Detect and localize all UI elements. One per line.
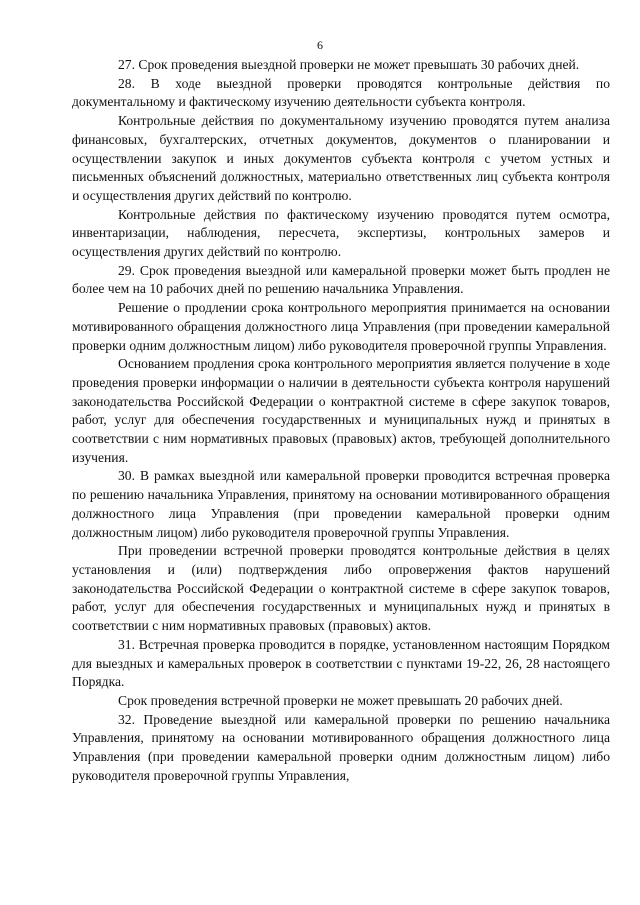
paragraph: 30. В рамках выездной или камеральной проверки проводится встречная проверка по решению начальника Управления, принятому на основании мотивированного обращения должностного лица Управления (при проведении камеральной проверки одним должностным лицом) либо руководителя проверочной группы Управления. — [72, 468, 610, 540]
paragraph: Решение о продлении срока контрольного мероприятия принимается на основании мотивированного обращения должностного лица Управления (при проведении камеральной проверки одним должностным лицом) либо руководителя проверочной группы Управления. — [72, 300, 610, 353]
paragraph: 28. В ходе выездной проверки проводятся контрольные действия по документальному и фактическому изучению деятельности субъекта контроля. — [72, 75, 610, 110]
document-body — [72, 56, 610, 785]
page-number: 6 — [317, 38, 323, 52]
paragraph: 27. Срок проведения выездной проверки не может превышать 30 рабочих дней. — [118, 57, 580, 72]
paragraph: Контрольные действия по фактическому изучению проводятся путем осмотра, инвентаризации, наблюдения, пересчета, экспертизы, контрольных замеров и осуществления других действий по контролю. — [72, 206, 610, 260]
paragraph: Контрольные действия по документальному изучению проводятся путем анализа финансовых, бухгалтерских, отчетных документов, документов о планировании и осуществлении закупок и иных документов субъекта контроля с учетом устных и письменных объяснений должностных, материально ответственных лиц субъекта контроля и осуществления других действий по контролю. — [72, 113, 610, 203]
paragraph: Основанием продления срока контрольного мероприятия является получение в ходе проведения проверки информации о наличии в деятельности субъекта контроля нарушений законодательства Российской Федерации о контрактной системе в сфере закупок товаров, работ, услуг для обеспечения государственных и муниципальных нужд и принятых в соответствии с ним нормативных правовых (правовых) актов, требующей дополнительного изучения. — [72, 356, 610, 465]
paragraph: При проведении встречной проверки проводятся контрольные действия в целях установления и (или) подтверждения либо опровержения фактов нарушений законодательства Российской Федерации о контрактной системе в сфере закупок товаров, работ, услуг для обеспечения государственных и муниципальных нужд и принятых в соответствии с ним нормативных правовых (правовых) актов. — [72, 543, 610, 634]
paragraph: 31. Встречная проверка проводится в порядке, установленном настоящим Порядком для выездных и камеральных проверок в соответствии с пунктами 19-22, 26, 28 настоящего Порядка. — [72, 636, 610, 690]
paragraph: Срок проведения встречной проверки не может превышать 20 рабочих дней. — [118, 692, 563, 708]
paragraph: 29. Срок проведения выездной или камеральной проверки может быть продлен не более чем на 10 рабочих дней по решению начальника Управления. — [72, 262, 610, 297]
paragraph: 32. Проведение выездной или камеральной проверки по решению начальника Управления, принятому на основании мотивированного обращения должностного лица Управления (при проведении камеральной проверки одним должностным лицом) либо руководителя проверочной группы Управления, — [72, 711, 610, 783]
